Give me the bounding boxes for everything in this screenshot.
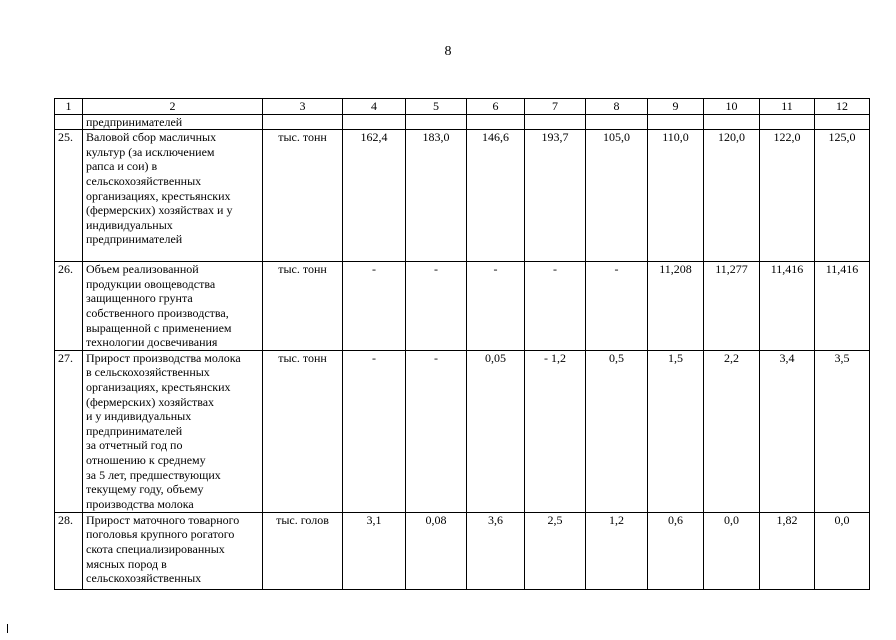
value-cell: - (525, 262, 586, 351)
indicator-line: в сельскохозяйственных (86, 365, 210, 380)
value-cell: 3,4 (760, 350, 815, 512)
row-number: 27. (55, 350, 83, 512)
unit-cell: тыс. голов (263, 512, 343, 589)
indicator-line: Валовой сбор масличных (86, 130, 217, 145)
continuation-text: предпринимателей (83, 114, 263, 130)
indicator-line: поголовья крупного рогатого (86, 527, 235, 542)
value-cell: - (586, 262, 648, 351)
value-cell: - (406, 262, 467, 351)
value-cell: 120,0 (704, 130, 760, 262)
column-number: 7 (525, 99, 586, 115)
value-cell: 146,6 (467, 130, 525, 262)
indicator-line: Прирост производства молока (86, 350, 241, 365)
indicator-line: отношению к среднему (86, 452, 206, 467)
indicator-name (83, 512, 263, 589)
value-cell: 193,7 (525, 130, 586, 262)
indicator-name (83, 262, 263, 351)
value-cell: 3,6 (467, 512, 525, 589)
table-row (55, 350, 870, 512)
value-cell: 2,5 (525, 512, 586, 589)
indicator-line: рапса и сои) в (86, 159, 158, 174)
value-cell: 105,0 (586, 130, 648, 262)
value-cell: - (343, 262, 406, 351)
row-number: 26. (55, 262, 83, 351)
value-cell: 122,0 (760, 130, 815, 262)
indicator-line: предпринимателей (86, 423, 183, 438)
value-cell: 11,208 (648, 262, 704, 351)
value-cell: 2,2 (704, 350, 760, 512)
value-cell: 0,08 (406, 512, 467, 589)
indicator-line: технологии досвечивания (86, 335, 218, 350)
value-cell: 1,2 (586, 512, 648, 589)
indicator-line: культур (за исключением (86, 144, 215, 159)
indicator-line: индивидуальных (86, 217, 173, 232)
value-cell: 125,0 (815, 130, 870, 262)
value-cell: 11,416 (815, 262, 870, 351)
indicator-line: организациях, крестьянских (86, 379, 231, 394)
value-cell: 183,0 (406, 130, 467, 262)
continuation-row (55, 114, 870, 130)
column-number: 1 (55, 99, 83, 115)
value-cell: 1,5 (648, 350, 704, 512)
indicator-line: за отчетный год по (86, 438, 183, 453)
column-number: 3 (263, 99, 343, 115)
value-cell: 0,05 (467, 350, 525, 512)
value-cell: - (343, 350, 406, 512)
column-number: 5 (406, 99, 467, 115)
indicator-line: (фермерских) хозяйствах и у (86, 203, 233, 218)
value-cell: 0,5 (586, 350, 648, 512)
value-cell: 3,5 (815, 350, 870, 512)
column-number: 4 (343, 99, 406, 115)
column-number: 8 (586, 99, 648, 115)
indicator-name (83, 350, 263, 512)
indicator-line: скота специализированных (86, 541, 225, 556)
unit-cell: тыс. тонн (263, 130, 343, 262)
indicator-line: сельскохозяйственных (86, 173, 202, 188)
value-cell: 11,277 (704, 262, 760, 351)
value-cell: 0,0 (704, 512, 760, 589)
value-cell: 0,6 (648, 512, 704, 589)
column-number: 2 (83, 99, 263, 115)
margin-mark (7, 624, 8, 633)
page-number: 8 (444, 44, 452, 59)
indicator-line: производства молока (86, 496, 194, 511)
unit-cell: тыс. тонн (263, 350, 343, 512)
table-row (55, 262, 870, 351)
value-cell: - (406, 350, 467, 512)
indicator-line: текущему году, объему (86, 482, 204, 497)
indicator-line: и у индивидуальных (86, 409, 192, 424)
value-cell: 110,0 (648, 130, 704, 262)
value-cell: 3,1 (343, 512, 406, 589)
table-row (55, 130, 870, 262)
indicator-line: организациях, крестьянских (86, 188, 231, 203)
column-number: 11 (760, 99, 815, 115)
indicator-line: за 5 лет, предшествующих (86, 467, 221, 482)
row-number: 28. (55, 512, 83, 589)
indicator-line: защищенного грунта (86, 291, 193, 306)
value-cell: 162,4 (343, 130, 406, 262)
column-number: 10 (704, 99, 760, 115)
value-cell: 0,0 (815, 512, 870, 589)
unit-cell: тыс. тонн (263, 262, 343, 351)
indicator-line: предпринимателей (86, 232, 183, 247)
indicator-line: собственного производства, (86, 305, 229, 320)
data-table (54, 98, 870, 590)
indicator-line: (фермерских) хозяйствах (86, 394, 215, 409)
value-cell: - (467, 262, 525, 351)
indicator-line: продукции овощеводства (86, 276, 216, 291)
row-number: 25. (55, 130, 83, 262)
value-cell: 1,82 (760, 512, 815, 589)
column-number: 9 (648, 99, 704, 115)
indicator-line: Объем реализованной (86, 262, 199, 277)
column-number-row (55, 99, 870, 115)
value-cell: 11,416 (760, 262, 815, 351)
indicator-line: Прирост маточного товарного (86, 512, 240, 527)
indicator-line: мясных пород в (86, 556, 167, 571)
indicator-line: сельскохозяйственных (86, 571, 202, 586)
table-row (55, 512, 870, 589)
value-cell: - 1,2 (525, 350, 586, 512)
indicator-name (83, 130, 263, 262)
column-number: 6 (467, 99, 525, 115)
indicator-line: выращенной с применением (86, 320, 232, 335)
column-number: 12 (815, 99, 870, 115)
